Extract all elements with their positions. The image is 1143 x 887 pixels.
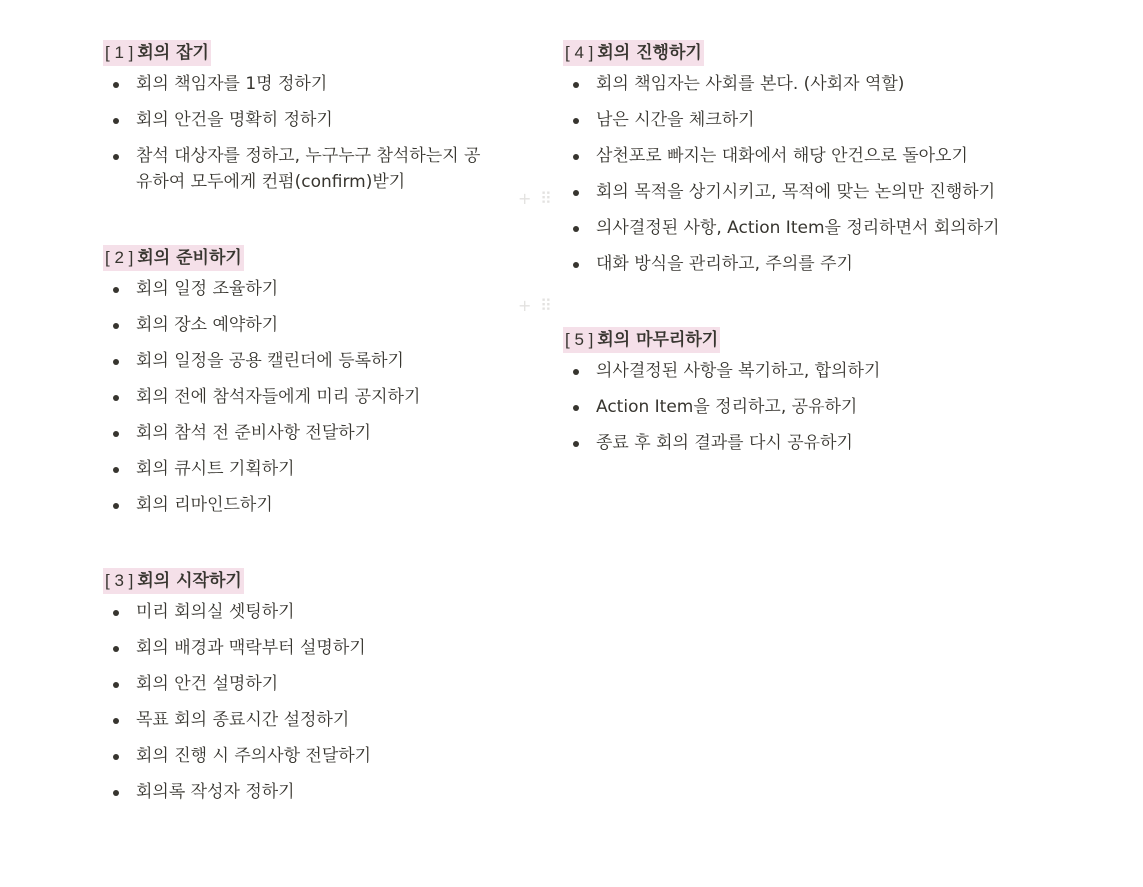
bullet-icon [113,118,119,124]
section-heading[interactable] [563,327,720,353]
section-title: 회의 준비하기 [137,248,242,268]
bullet-icon [113,154,119,160]
list-item-text: 종료 후 회의 결과를 다시 공유하기 [596,433,853,453]
section-heading[interactable] [103,40,211,66]
list-item[interactable] [103,420,523,446]
bullet-list [103,71,523,195]
list-item-text: 남은 시간을 체크하기 [596,110,755,130]
bullet-icon [113,431,119,437]
list-item[interactable] [103,743,523,769]
bullet-icon [113,718,119,724]
bullet-icon [113,467,119,473]
bullet-icon [113,323,119,329]
section-number: [ 4 ] [565,43,594,62]
bullet-icon [573,369,579,375]
bullet-list [103,599,523,805]
list-item-text: 회의 참석 전 준비사항 전달하기 [136,423,372,443]
list-item-text: 미리 회의실 셋팅하기 [136,602,295,622]
list-item[interactable] [103,456,523,482]
left-column [103,40,523,855]
list-item[interactable] [563,143,1043,169]
bullet-icon [573,154,579,160]
list-item-text: 회의 리마인드하기 [136,495,273,515]
bullet-list [563,71,1043,277]
bullet-icon [113,754,119,760]
list-item[interactable] [103,276,523,302]
list-item[interactable] [563,251,1043,277]
list-item-text: Action Item을 정리하고, 공유하기 [596,397,858,417]
list-item[interactable] [563,358,1043,384]
bullet-icon [113,359,119,365]
list-item-text: 회의 일정을 공용 캘린더에 등록하기 [136,351,404,371]
list-item[interactable] [103,107,523,133]
bullet-icon [113,82,119,88]
list-item-text: 삼천포로 빠지는 대화에서 해당 안건으로 돌아오기 [596,146,968,166]
section-number: [ 2 ] [105,248,134,267]
plus-icon[interactable]: + [518,296,532,315]
section-3 [103,568,523,805]
bullet-icon [573,441,579,447]
list-item[interactable] [103,671,523,697]
list-item-text: 회의 큐시트 기획하기 [136,459,295,479]
bullet-icon [573,118,579,124]
list-item[interactable] [563,430,1043,456]
bullet-list [563,358,1043,456]
list-item-text: 회의 책임자를 1명 정하기 [136,74,328,94]
list-item-text: 참석 대상자를 정하고, 누구누구 참석하는지 공유하여 모두에게 컨펌(confirm)받기 [136,146,481,192]
list-item[interactable] [563,394,1043,420]
list-item-text: 의사결정된 사항을 복기하고, 합의하기 [596,361,881,381]
section-number: [ 1 ] [105,43,134,62]
list-item-text: 회의 배경과 맥락부터 설명하기 [136,638,366,658]
list-item[interactable] [103,348,523,374]
bullet-icon [573,262,579,268]
list-item-text: 회의 목적을 상기시키고, 목적에 맞는 논의만 진행하기 [596,182,996,202]
bullet-icon [573,82,579,88]
bullet-icon [113,682,119,688]
list-item[interactable] [103,707,523,733]
list-item[interactable] [103,635,523,661]
list-item-text: 회의 장소 예약하기 [136,315,279,335]
list-item[interactable] [563,107,1043,133]
section-title: 회의 진행하기 [597,43,702,63]
bullet-icon [113,503,119,509]
bullet-icon [573,190,579,196]
section-1 [103,40,523,195]
list-item-text: 회의 책임자는 사회를 본다. (사회자 역할) [596,74,905,94]
list-item-text: 회의 안건을 명확히 정하기 [136,110,333,130]
section-5 [563,327,1043,456]
list-item[interactable] [103,384,523,410]
section-number: [ 3 ] [105,571,134,590]
list-item[interactable] [563,179,1043,205]
section-title: 회의 잡기 [137,43,209,63]
list-item[interactable] [103,492,523,518]
section-title: 회의 시작하기 [137,571,242,591]
plus-icon[interactable]: + [518,189,532,208]
list-item-text: 의사결정된 사항, Action Item을 정리하면서 회의하기 [596,218,1000,238]
list-item-text: 목표 회의 종료시간 설정하기 [136,710,350,730]
section-heading[interactable] [563,40,704,66]
list-item-text: 회의 진행 시 주의사항 전달하기 [136,746,372,766]
section-4 [563,40,1043,277]
list-item[interactable] [563,71,1043,97]
bullet-icon [113,646,119,652]
section-heading[interactable] [103,568,244,594]
list-item-text: 회의 전에 참석자들에게 미리 공지하기 [136,387,421,407]
section-2 [103,245,523,518]
bullet-icon [573,405,579,411]
bullet-icon [113,395,119,401]
list-item-text: 회의 일정 조율하기 [136,279,279,299]
list-item[interactable] [103,143,496,195]
section-heading[interactable] [103,245,244,271]
bullet-list [103,276,523,518]
list-item[interactable] [103,312,523,338]
list-item[interactable] [103,71,523,97]
bullet-icon [113,610,119,616]
list-item[interactable] [563,215,1043,241]
list-item[interactable] [103,779,523,805]
bullet-icon [113,287,119,293]
list-item-text: 회의 안건 설명하기 [136,674,279,694]
drag-handle-icon[interactable]: ⠿ [540,189,552,208]
bullet-icon [113,790,119,796]
section-number: [ 5 ] [565,330,594,349]
list-item[interactable] [103,599,523,625]
section-title: 회의 마무리하기 [597,330,719,350]
right-column [563,40,1043,506]
bullet-icon [573,226,579,232]
list-item-text: 회의록 작성자 정하기 [136,782,295,802]
list-item-text: 대화 방식을 관리하고, 주의를 주기 [596,254,853,274]
drag-handle-icon[interactable]: ⠿ [540,296,552,315]
